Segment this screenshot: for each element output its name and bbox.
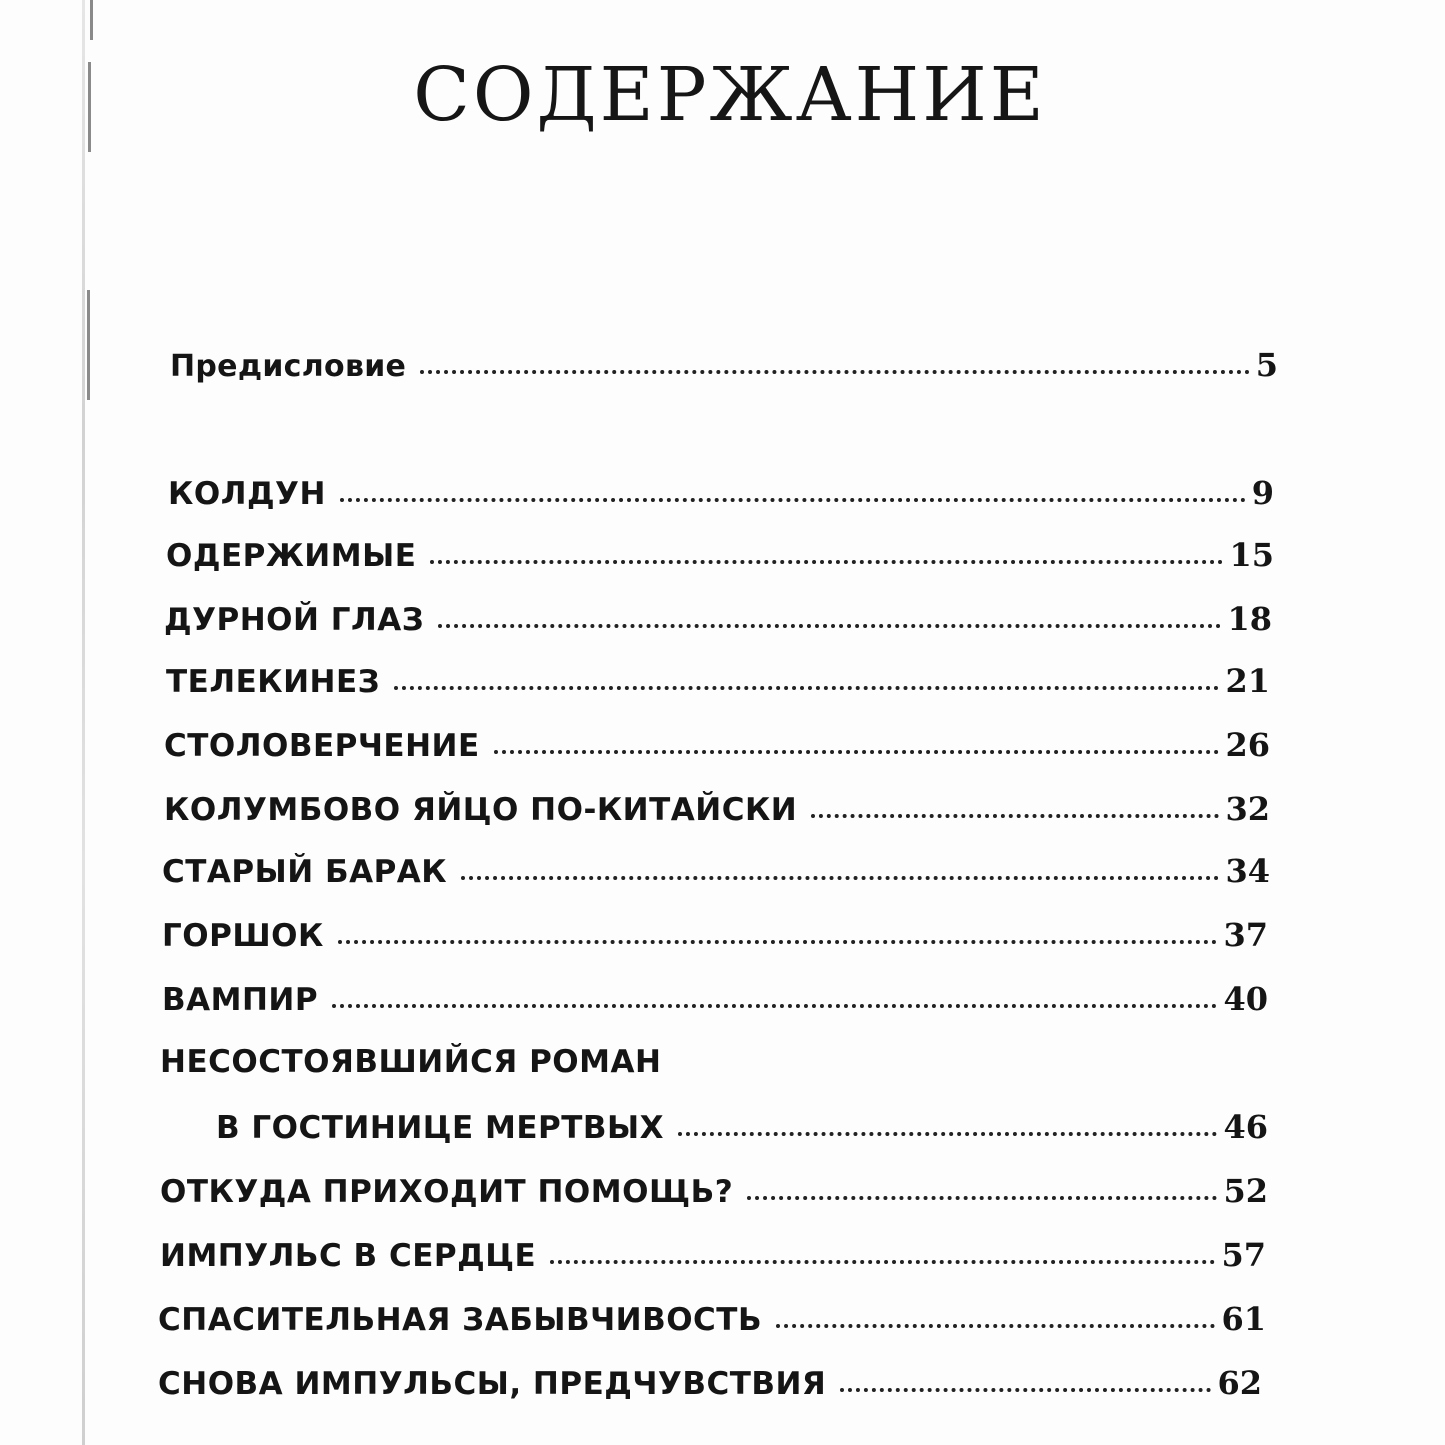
toc-entry [164,600,1272,638]
toc-page-number: 46 [1223,1108,1268,1146]
toc-entry-title: СПАСИТЕЛЬНАЯ ЗАБЫВЧИВОСТЬ [158,1302,763,1338]
toc-entry-title: В ГОСТИНИЦЕ МЕРТВЫХ [216,1110,665,1146]
toc-entry [166,662,1270,700]
toc-entry [162,916,1268,954]
page-title: СОДЕРЖАНИЕ [413,52,1047,138]
toc-entry-title: ОДЕРЖИМЫЕ [166,538,417,574]
toc-entry-title: ВАМПИР [162,982,319,1018]
toc-entry-title: ТЕЛЕКИНЕЗ [166,664,381,700]
toc-dot-leader [394,686,1219,690]
toc-dot-leader [747,1196,1217,1200]
toc-entry-title: ОТКУДА ПРИХОДИТ ПОМОЩЬ? [160,1174,734,1210]
toc-entry-title: КОЛДУН [168,476,326,512]
toc-entry [170,346,1278,384]
toc-dot-leader [678,1132,1217,1136]
toc-entry-title: СТАРЫЙ БАРАК [162,854,448,890]
toc-dot-leader [340,498,1246,502]
toc-page-number: 34 [1225,852,1270,890]
toc-entry-title: ДУРНОЙ ГЛАЗ [164,602,425,638]
toc-entry [162,980,1268,1018]
toc-entry [166,536,1274,574]
toc-page-number: 37 [1223,916,1268,954]
toc-entry [160,1172,1268,1210]
toc-page-number: 62 [1217,1364,1262,1402]
toc-page-number: 40 [1223,980,1268,1018]
toc-page-number: 21 [1225,662,1270,700]
toc-dot-leader [438,624,1221,628]
toc-entry-title: КОЛУМБОВО ЯЙЦО ПО-КИТАЙСКИ [164,792,798,828]
toc-entry-title: СТОЛОВЕРЧЕНИЕ [164,728,480,764]
toc-page-number: 52 [1223,1172,1268,1210]
toc-dot-leader [332,1004,1217,1008]
toc-entry [160,1236,1266,1274]
toc-page-number: 57 [1221,1236,1266,1274]
toc-dot-leader [776,1324,1215,1328]
toc-dot-leader [550,1260,1215,1264]
toc-entry [158,1300,1266,1338]
toc-dot-leader [811,814,1219,818]
toc-dot-leader [420,370,1250,374]
toc-entry [164,790,1270,828]
toc-entry-title: ИМПУЛЬС В СЕРДЦЕ [160,1238,537,1274]
toc-entry [168,474,1274,512]
toc-entry [216,1108,1268,1146]
toc-dot-leader [338,940,1218,944]
toc-page-number: 5 [1255,346,1278,384]
toc-entry-title: Предисловие [170,349,407,384]
toc-dot-leader [430,560,1223,564]
toc-dot-leader [494,750,1220,754]
toc-page-number: 9 [1251,474,1274,512]
toc-page-number: 26 [1225,726,1270,764]
toc-entry-title: СНОВА ИМПУЛЬСЫ, ПРЕДЧУВСТВИЯ [158,1366,827,1402]
toc-dot-leader [840,1388,1211,1392]
toc-dot-leader [461,876,1219,880]
toc-entry-title-first-line: НЕСОСТОЯВШИЙСЯ РОМАН [160,1044,662,1080]
toc-entry-title: ГОРШОК [162,918,324,954]
toc-page-number: 15 [1229,536,1274,574]
toc-entry [164,726,1270,764]
toc-entry [158,1364,1262,1402]
toc-page-number: 18 [1227,600,1272,638]
toc-page-number: 32 [1225,790,1270,828]
toc-entry [162,852,1270,890]
toc-page-number: 61 [1221,1300,1266,1338]
